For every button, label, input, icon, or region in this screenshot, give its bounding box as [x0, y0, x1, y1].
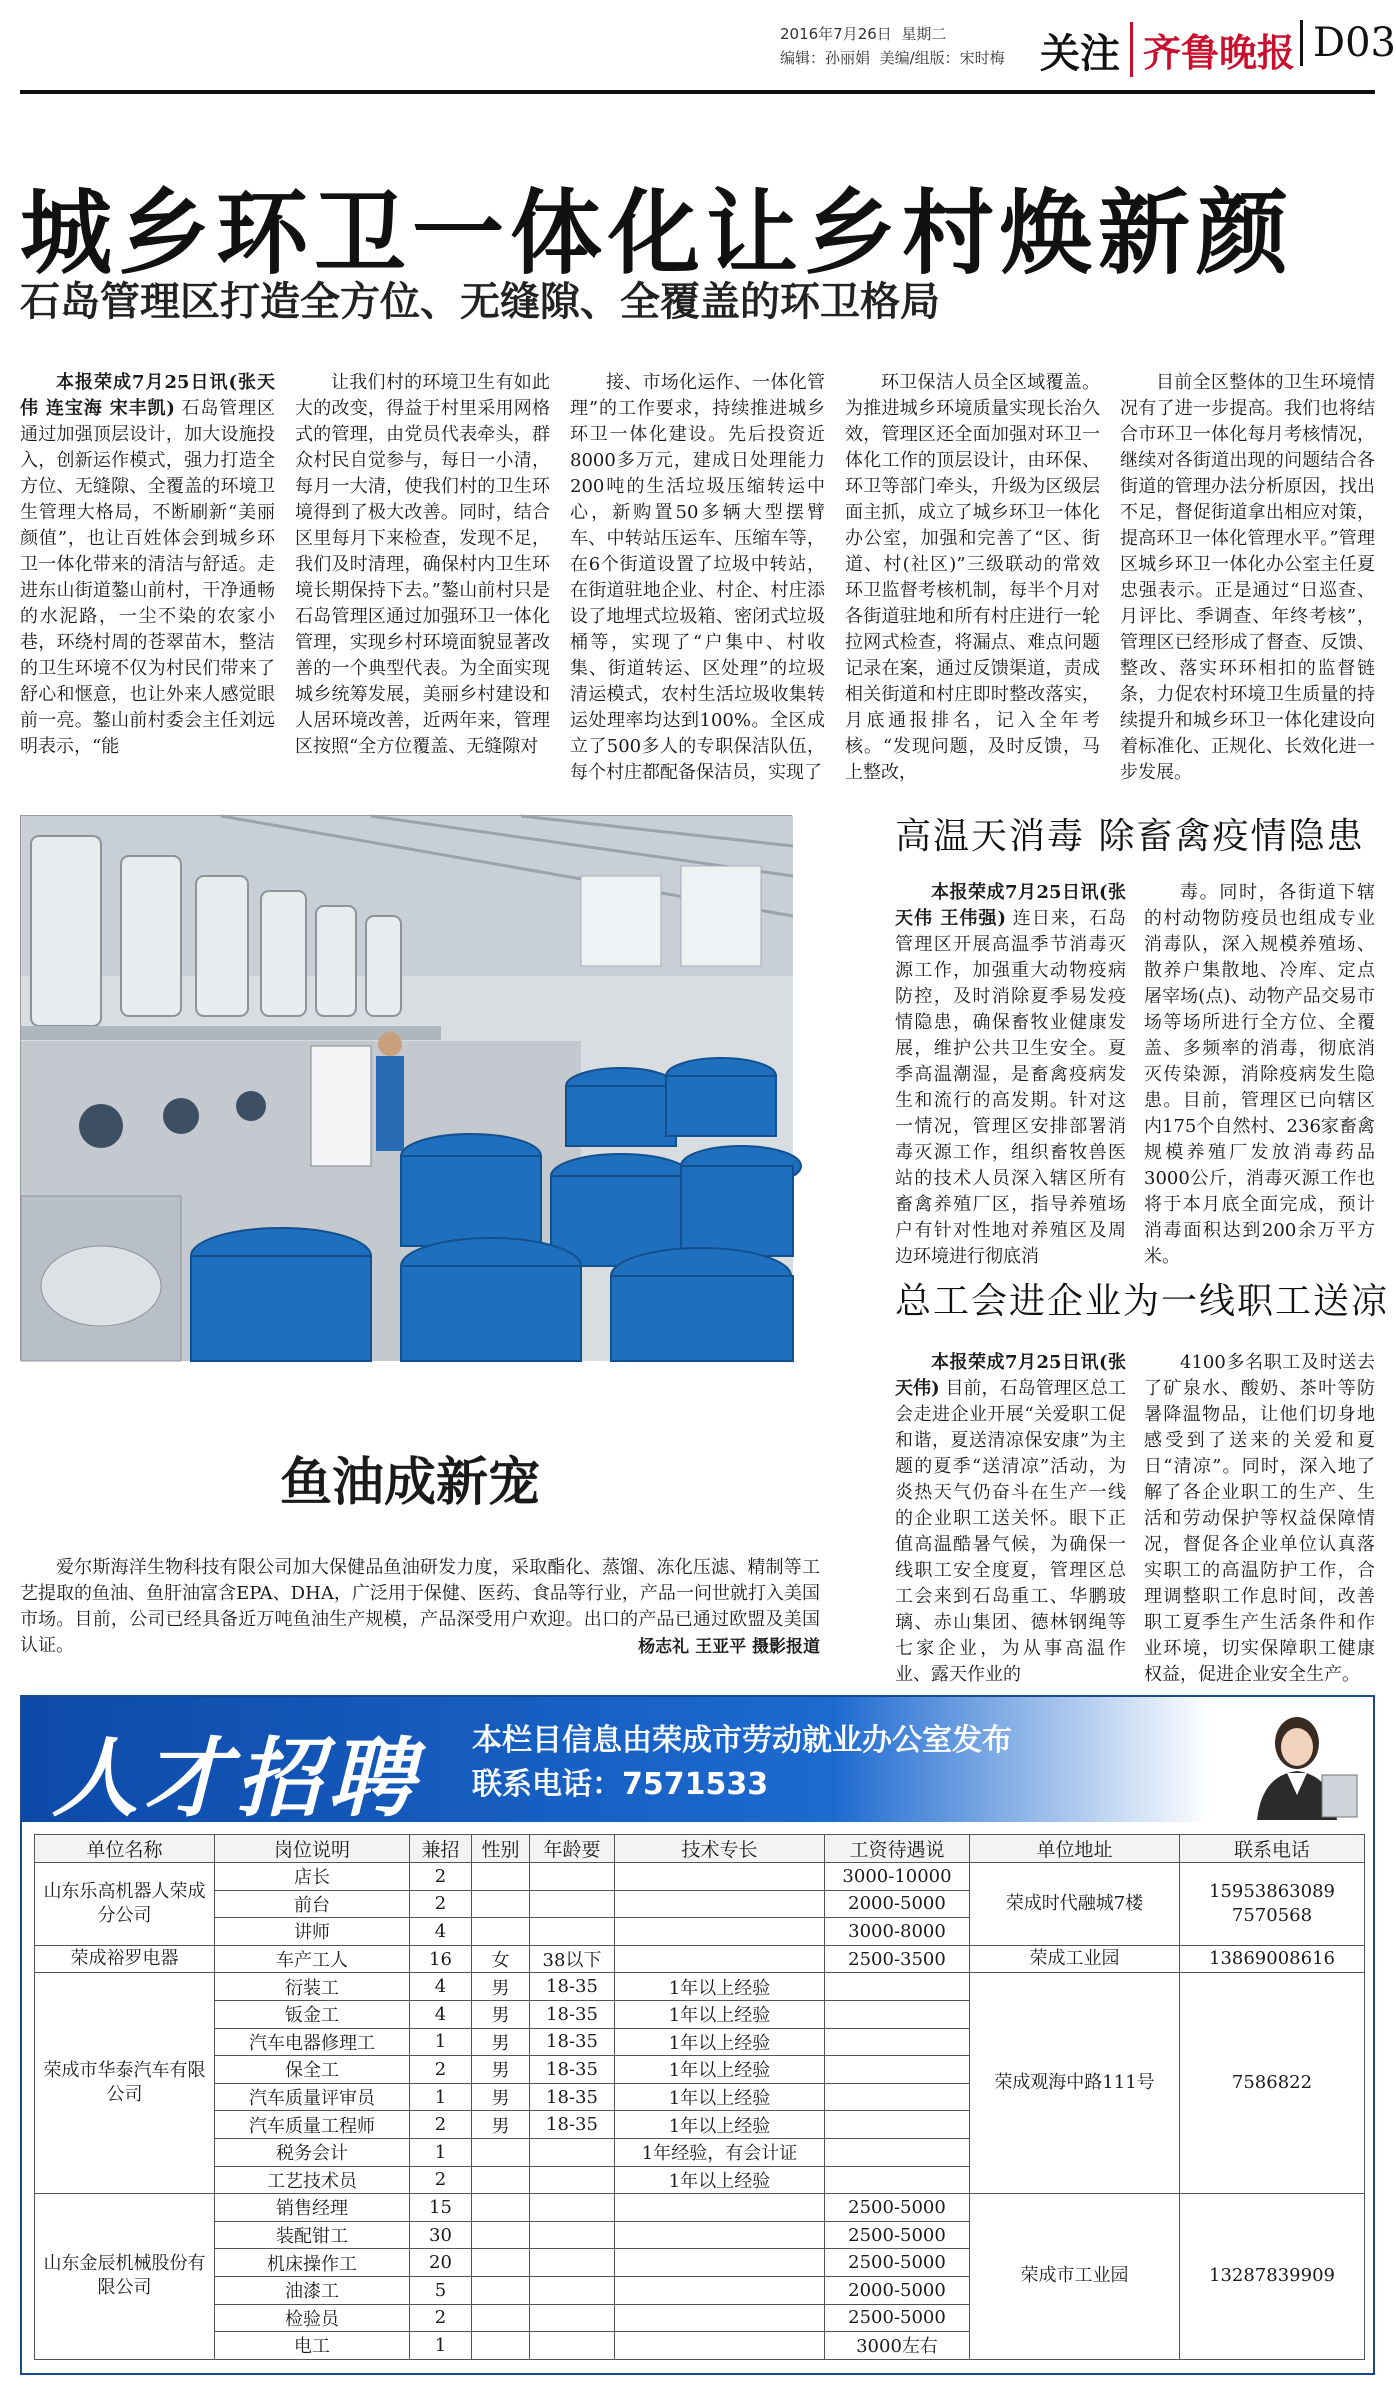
header-skill: 技术专长 [615, 1835, 825, 1863]
recruitment-section [20, 1695, 1375, 2375]
job-post-cell: 讲师 [215, 1918, 410, 1946]
recruitment-banner [22, 1697, 1373, 1829]
job-age-cell [530, 2138, 615, 2166]
job-sex-cell [472, 1863, 530, 1891]
company-name-cell: 荣成裕罗电器 [35, 1945, 215, 1973]
job-sex-cell: 男 [472, 2000, 530, 2028]
job-count-cell: 1 [410, 2083, 472, 2111]
job-count-cell: 2 [410, 1863, 472, 1891]
story2-lead: 本报荣成7月25日讯(张天伟 王伟强) [895, 882, 1126, 929]
job-sex-cell [472, 2304, 530, 2332]
job-age-cell: 18-35 [530, 2000, 615, 2028]
job-count-cell: 4 [410, 1973, 472, 2001]
job-sex-cell [472, 2221, 530, 2249]
job-age-cell [530, 2332, 615, 2360]
article-column-5 [1120, 370, 1375, 783]
job-count-cell: 20 [410, 2249, 472, 2277]
job-skill-cell: 1年以上经验 [615, 2083, 825, 2111]
job-salary-cell: 2000-5000 [825, 2276, 970, 2304]
job-count-cell: 5 [410, 2276, 472, 2304]
story3-column-1 [895, 1350, 1126, 1685]
article-column-1 [20, 370, 275, 757]
job-sex-cell: 男 [472, 2083, 530, 2111]
job-skill-cell [615, 2194, 825, 2222]
job-salary-cell [825, 2138, 970, 2166]
job-salary-cell [825, 1973, 970, 2001]
jobs-body [35, 1863, 1365, 2360]
story3-lead: 本报荣成7月25日讯(张天伟) [895, 1352, 1126, 1399]
job-count-cell: 4 [410, 1918, 472, 1946]
photo-credit: 杨志礼 王亚平 摄影报道 [638, 1637, 820, 1657]
article-text-1: 石岛管理区通过加强顶层设计，加大设施投入，创新运作模式，强力打造全方位、无缝隙、全覆盖的环境卫生管理大格局，不断刷新“美丽颜值”，也让百姓体会到城乡环卫一体化带来的清洁与舒适。走进东山街道鏊山前村，干净通畅的水泥路，一尘不染的农家小巷，环绕村周的苍翠苗木，整洁的卫生环境不仅为村民们带来了舒心和惬意，也让外来人感觉眼前一亮。鏊山前村委会主任刘远明表示，“能 [20, 398, 275, 757]
job-sex-cell: 男 [472, 2056, 530, 2084]
header-sex: 性别 [472, 1835, 530, 1863]
story3-text-1: 目前，石岛管理区总工会走进企业开展“关爱职工促和谐，夏送清凉保安康”为主题的夏季“送清凉”活动，为炎热天气仍奋斗在生产一线的企业职工送关怀。眼下正值高温酷暑气候，为确保一线职工安全度夏，管理区总工会来到石岛重工、华鹏玻璃、赤山集团、德林钢绳等七家企业，为从事高温作业、露天作业的 [895, 1378, 1126, 1685]
job-age-cell: 38以下 [530, 1945, 615, 1973]
job-salary-cell [825, 2166, 970, 2194]
job-post-cell: 电工 [215, 2332, 410, 2360]
company-name-cell: 山东金辰机械股份有限公司 [35, 2194, 215, 2360]
table-row [35, 1863, 1365, 1891]
job-post-cell: 机床操作工 [215, 2249, 410, 2277]
job-skill-cell [615, 1890, 825, 1918]
job-count-cell: 15 [410, 2194, 472, 2222]
table-row [35, 1945, 1365, 1973]
main-article [20, 370, 1375, 783]
recruitment-phone: 联系电话：7571533 [472, 1767, 769, 1802]
job-count-cell: 30 [410, 2221, 472, 2249]
header-age: 年龄要 [530, 1835, 615, 1863]
article-text-3: 接、市场化运作、一体化管理”的工作要求，持续推进城乡环卫一体化建设。先后投资近8000多万元，建成日处理能力200吨的生活垃圾压缩转运中心，新购置50多辆大型摆臂车、中转站压运车、压缩车等，在6个街道设置了垃圾中转站，在街道驻地企业、村企、村庄添设了地埋式垃圾箱、密闭式垃圾桶等，实现了“户集中、村收集、街道转运、区处理”的垃圾清运模式，农村生活垃圾收集转运处理率均达到100%。全区成立了500多人的专职保洁队伍，每个村庄都配备保洁员，实现了 [570, 372, 825, 783]
job-salary-cell: 3000-8000 [825, 1918, 970, 1946]
job-age-cell: 18-35 [530, 1973, 615, 2001]
job-age-cell [530, 1918, 615, 1946]
main-subhead: 石岛管理区打造全方位、无缝隙、全覆盖的环卫格局 [20, 279, 940, 325]
job-sex-cell [472, 2194, 530, 2222]
job-salary-cell [825, 2056, 970, 2084]
job-count-cell: 2 [410, 2111, 472, 2139]
job-post-cell: 衍装工 [215, 1973, 410, 2001]
job-skill-cell: 1年以上经验 [615, 2111, 825, 2139]
job-salary-cell [825, 2028, 970, 2056]
header-count: 兼招 [410, 1835, 472, 1863]
job-post-cell: 销售经理 [215, 2194, 410, 2222]
page-number: D03 [1300, 20, 1396, 66]
job-count-cell: 4 [410, 2000, 472, 2028]
job-sex-cell [472, 2138, 530, 2166]
company-phone-cell: 15953863089 7570568 [1180, 1863, 1365, 1946]
company-name-cell: 荣成市华泰汽车有限公司 [35, 1973, 215, 2194]
job-count-cell: 1 [410, 2028, 472, 2056]
job-post-cell: 工艺技术员 [215, 2166, 410, 2194]
job-count-cell: 2 [410, 2304, 472, 2332]
article-column-3 [570, 370, 825, 783]
story3-column-2 [1144, 1350, 1375, 1685]
job-skill-cell: 1年以上经验 [615, 2056, 825, 2084]
job-skill-cell [615, 2332, 825, 2360]
factory-photo [20, 815, 792, 1360]
job-skill-cell: 1年以上经验 [615, 1973, 825, 2001]
editor-credit: 编辑：孙丽娟 [780, 49, 871, 67]
job-salary-cell [825, 2083, 970, 2111]
job-age-cell: 18-35 [530, 2083, 615, 2111]
jobs-table [34, 1834, 1365, 2360]
job-age-cell [530, 2304, 615, 2332]
job-age-cell [530, 2249, 615, 2277]
photo-caption-text: 爱尔斯海洋生物科技有限公司加大保健品鱼油研发力度，采取酯化、蒸馏、冻化压滤、精制等工艺提取的鱼油、鱼肝油富含EPA、DHA，广泛用于保健、医药、食品等行业，产品一问世就打入美国市场。目前，公司已经具备近万吨鱼油生产规模，产品深受用户欢迎。出口的产品已通过欧盟及美国认证。 [20, 1557, 820, 1656]
job-post-cell: 保全工 [215, 2056, 410, 2084]
recruitment-title: 人才招聘 [52, 1729, 420, 1829]
job-salary-cell [825, 2111, 970, 2139]
job-sex-cell [472, 2332, 530, 2360]
company-phone-cell: 7586822 [1180, 1973, 1365, 2194]
table-row [35, 2194, 1365, 2222]
job-salary-cell: 3000-10000 [825, 1863, 970, 1891]
job-sex-cell [472, 1918, 530, 1946]
job-post-cell: 汽车电器修理工 [215, 2028, 410, 2056]
recruitment-info [472, 1719, 1012, 1807]
job-salary-cell: 2500-5000 [825, 2249, 970, 2277]
company-phone-cell: 13869008616 [1180, 1945, 1365, 1973]
job-skill-cell: 1年以上经验 [615, 2028, 825, 2056]
issue-weekday: 星期二 [901, 25, 947, 43]
company-name-cell: 山东乐高机器人荣成分公司 [35, 1863, 215, 1946]
job-age-cell: 18-35 [530, 2111, 615, 2139]
article-column-2 [295, 370, 550, 757]
job-salary-cell: 2500-5000 [825, 2221, 970, 2249]
job-post-cell: 店长 [215, 1863, 410, 1891]
header-phone: 联系电话 [1180, 1835, 1365, 1863]
recruitment-publisher: 本栏目信息由荣成市劳动就业办公室发布 [472, 1723, 1012, 1758]
company-address-cell: 荣成观海中路111号 [970, 1973, 1180, 2194]
main-headline: 城乡环卫一体化让乡村焕新颜 [20, 180, 1295, 287]
factory-photo-illustration [21, 816, 793, 1361]
story2-title: 高温天消毒 除畜禽疫情隐患 [895, 816, 1365, 857]
story3-text-2: 4100多名职工及时送去了矿泉水、酸奶、茶叶等防暑降温物品，让他们切身地感受到了送来的关爱和夏日“清凉”。同时，深入地了解了各企业职工的生产、生活和劳动保护等权益保障情况，督促各企业单位认真落实职工的高温防护工作，合理调整职工作息时间，改善职工夏季生产生活条件和作业环境，切实保障职工健康权益，促进企业安全生产。 [1144, 1352, 1375, 1685]
job-sex-cell [472, 1890, 530, 1918]
job-age-cell [530, 2194, 615, 2222]
company-address-cell: 荣成工业园 [970, 1945, 1180, 1973]
article-text-2: 让我们村的环境卫生有如此大的改变，得益于村里采用网格式的管理，由党员代表牵头，群众村民自觉参与，每日一小清，每月一大清，使我们村的卫生环境得到了极大改善。同时，结合区里每月下来检查，发现不足，我们及时清理，确保村内卫生环境长期保持下去。”鏊山前村只是石岛管理区通过加强环卫一体化管理，实现乡村环境面貌显著改善的一个典型代表。为全面实现城乡统筹发展，美丽乡村建设和人居环境改善，近两年来，管理区按照“全方位覆盖、无缝隙对 [295, 372, 550, 757]
job-sex-cell: 男 [472, 2028, 530, 2056]
job-count-cell: 1 [410, 2138, 472, 2166]
job-salary-cell: 2000-5000 [825, 1890, 970, 1918]
job-post-cell: 检验员 [215, 2304, 410, 2332]
job-post-cell: 车产工人 [215, 1945, 410, 1973]
job-skill-cell: 1年以上经验 [615, 2000, 825, 2028]
designer-credit: 美编/组版：宋时梅 [879, 49, 1005, 67]
story2-column-2 [1144, 880, 1375, 1267]
job-post-cell: 前台 [215, 1890, 410, 1918]
job-post-cell: 汽车质量工程师 [215, 2111, 410, 2139]
job-age-cell: 18-35 [530, 2056, 615, 2084]
job-sex-cell [472, 2249, 530, 2277]
story2-text-2: 毒。同时，各街道下辖的村动物防疫员也组成专业消毒队，深入规模养殖场、散养户集散地、冷库、定点屠宰场(点)、动物产品交易市场等场所进行全方位、全覆盖、多频率的消毒，彻底消灭传染源，消除疫病发生隐患。目前，管理区已向辖区内175个自然村、236家畜禽规模养殖厂发放消毒药品3000公斤，消毒灭源工作也将于本月底全面完成，预计消毒面积达到200余万平方米。 [1144, 882, 1375, 1267]
header-salary: 工资待遇说 [825, 1835, 970, 1863]
job-post-cell: 装配钳工 [215, 2221, 410, 2249]
header-divider [20, 90, 1375, 94]
job-salary-cell: 2500-5000 [825, 2304, 970, 2332]
job-post-cell: 税务会计 [215, 2138, 410, 2166]
story3-body [895, 1350, 1375, 1685]
job-post-cell: 汽车质量评审员 [215, 2083, 410, 2111]
job-skill-cell [615, 2249, 825, 2277]
story2-text-1: 连日来，石岛管理区开展高温季节消毒灭源工作，加强重大动物疫病防控，及时消除夏季易发疫情隐患，确保畜牧业健康发展，维护公共卫生安全。夏季高温潮湿，是畜禽疫病发生和流行的高发期。针对这一情况，管理区安排部署消毒灭源工作，组织畜牧兽医站的技术人员深入辖区所有畜禽养殖厂区，指导养殖场户有针对性地对养殖区及周边环境进行彻底消 [895, 908, 1126, 1267]
header-address: 单位地址 [970, 1835, 1180, 1863]
header-post: 岗位说明 [215, 1835, 410, 1863]
job-skill-cell [615, 2221, 825, 2249]
job-sex-cell [472, 2276, 530, 2304]
job-age-cell [530, 2221, 615, 2249]
job-post-cell: 油漆工 [215, 2276, 410, 2304]
job-age-cell: 18-35 [530, 2028, 615, 2056]
table-row [35, 1973, 1365, 2001]
job-age-cell [530, 2166, 615, 2194]
job-skill-cell: 1年以上经验 [615, 2166, 825, 2194]
job-sex-cell: 男 [472, 2111, 530, 2139]
job-post-cell: 钣金工 [215, 2000, 410, 2028]
company-address-cell: 荣成市工业园 [970, 2194, 1180, 2360]
job-skill-cell [615, 2276, 825, 2304]
job-skill-cell [615, 1918, 825, 1946]
receptionist-illustration [1232, 1705, 1362, 1820]
job-age-cell [530, 1863, 615, 1891]
job-salary-cell: 2500-5000 [825, 2194, 970, 2222]
story2-column-1 [895, 880, 1126, 1267]
job-sex-cell: 男 [472, 1973, 530, 2001]
job-age-cell [530, 2276, 615, 2304]
story2-body [895, 880, 1375, 1267]
job-count-cell: 2 [410, 2056, 472, 2084]
job-count-cell: 16 [410, 1945, 472, 1973]
article-lead: 本报荣成7月25日讯(张天伟 连宝海 宋丰凯) [20, 372, 275, 419]
job-sex-cell [472, 2166, 530, 2194]
job-sex-cell: 女 [472, 1945, 530, 1973]
header-meta [780, 22, 1005, 70]
page-header [0, 0, 1395, 110]
issue-date: 2016年7月26日 [780, 25, 892, 43]
article-text-4: 环卫保洁人员全区域覆盖。为推进城乡环境质量实现长治久效，管理区还全面加强对环卫一体化工作的顶层设计，由环保、环卫等部门牵头，升级为区级层面主抓，成立了城乡环卫一体化办公室，加强和完善了“区、街道、村(社区)”三级联动的常效环卫监督考核机制，每半个月对各街道驻地和所有村庄进行一轮拉网式检查，将漏点、难点问题记录在案，通过反馈渠道，责成相关街道和村庄即时整改落实，月底通报排名，记入全年考核。“发现问题，及时反馈，马上整改， [845, 372, 1100, 783]
photo-caption-title: 鱼油成新宠 [279, 1453, 540, 1513]
section-name: 关注 [1040, 31, 1120, 77]
job-age-cell [530, 1890, 615, 1918]
job-count-cell: 2 [410, 2166, 472, 2194]
header-company: 单位名称 [35, 1835, 215, 1863]
job-salary-cell [825, 2000, 970, 2028]
job-salary-cell: 2500-3500 [825, 1945, 970, 1973]
job-count-cell: 1 [410, 2332, 472, 2360]
jobs-header-row [35, 1835, 1365, 1863]
company-address-cell: 荣成时代融城7楼 [970, 1863, 1180, 1946]
job-salary-cell: 3000左右 [825, 2332, 970, 2360]
job-skill-cell [615, 2304, 825, 2332]
article-column-4 [845, 370, 1100, 783]
newspaper-logo: 齐鲁晚报 [1130, 22, 1295, 77]
story3-title: 总工会进企业为一线职工送凉 [895, 1281, 1390, 1322]
article-text-5: 目前全区整体的卫生环境情况有了进一步提高。我们也将结合市环卫一体化每月考核情况，继续对各街道出现的问题结合各街道的管理办法分析原因，找出不足，督促街道拿出相应对策，提高环卫一体化管理水平。”管理区城乡环卫一体化办公室主任夏忠强表示。正是通过“日巡查、月评比、季调查、年终考核”，管理区已经形成了督查、反馈、整改、落实环环相扣的监督链条，力促农村环境卫生质量的持续提升和城乡环卫一体化建设向着标准化、正规化、长效化进一步发展。 [1120, 372, 1375, 783]
job-skill-cell [615, 1863, 825, 1891]
job-count-cell: 2 [410, 1890, 472, 1918]
job-skill-cell [615, 1945, 825, 1973]
company-phone-cell: 13287839909 [1180, 2194, 1365, 2360]
job-skill-cell: 1年经验，有会计证 [615, 2138, 825, 2166]
